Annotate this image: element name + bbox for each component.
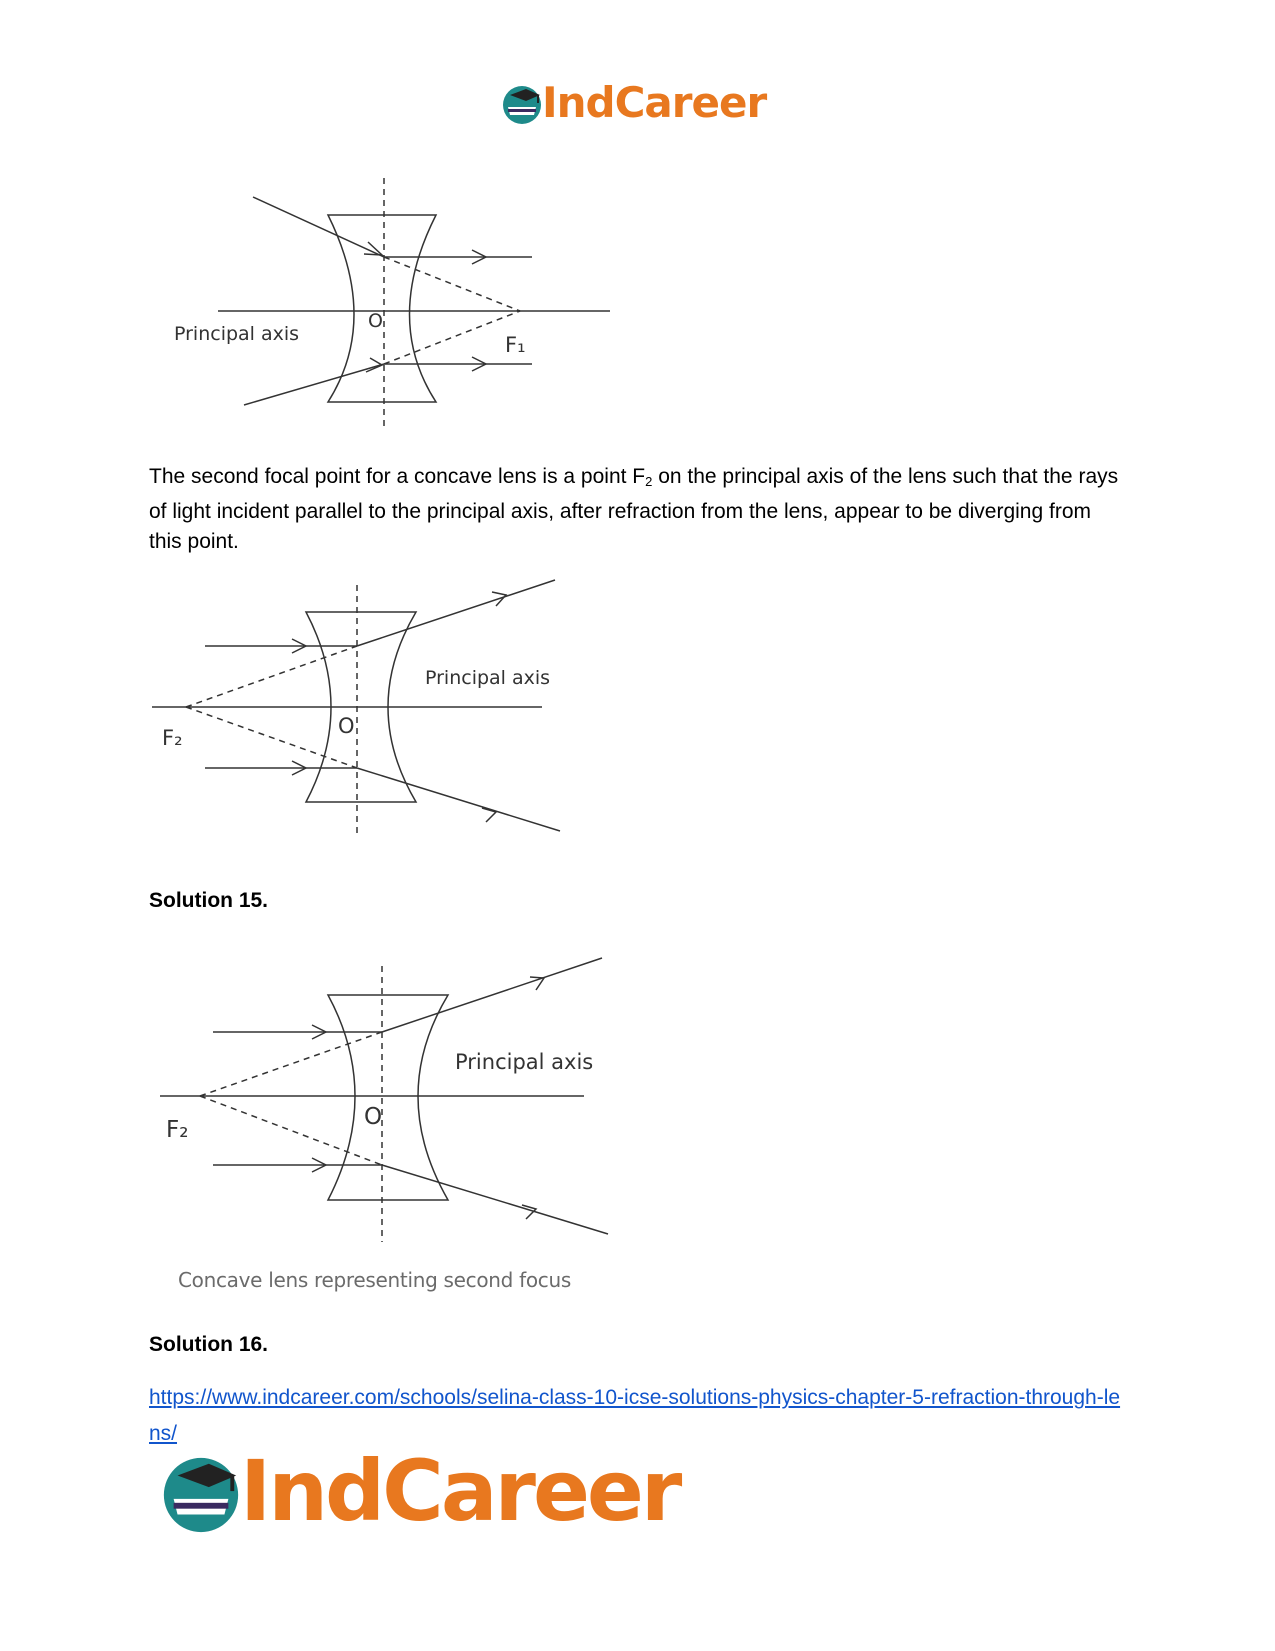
figure1-incident-ray-top: [253, 197, 384, 257]
figure2-refracted-ray-bottom: [357, 768, 560, 831]
paragraph-part2: on the principal axis of the lens such that the rays of light incident parallel to the principal axis, after refraction from the lens, appear to be diverging from this point.: [149, 465, 1119, 553]
figure2-diagram: [150, 575, 570, 845]
figure3-axis-label: Principal axis: [455, 1050, 594, 1074]
figure1-center-label: O: [368, 310, 383, 332]
figure1-diagram: [168, 170, 628, 430]
figure1-focus-label: F₁: [505, 333, 526, 357]
figure1-lens: [328, 215, 436, 402]
figure3-diagram: [150, 950, 610, 1250]
paragraph-part1: The second focal point for a concave lens is a point F: [149, 465, 646, 488]
figure3-focus-label: F₂: [166, 1117, 189, 1143]
footer-logo-text: IndCareer: [240, 1442, 680, 1540]
paragraph-subscript: 2: [645, 474, 653, 489]
figure1-incident-ray-bottom: [244, 364, 384, 405]
figure2-focus-label: F₂: [162, 726, 183, 750]
figure3-caption: Concave lens representing second focus: [178, 1268, 571, 1292]
solution-16-heading: Solution 16.: [149, 1333, 269, 1356]
figure3-lens: [328, 995, 448, 1200]
figure1-axis-label: Principal axis: [174, 323, 300, 345]
footer-logo: [158, 1442, 718, 1548]
header-logo-text: IndCareer: [542, 78, 767, 127]
second-focus-paragraph: [149, 462, 1129, 557]
figure3-center-label: O: [364, 1104, 383, 1130]
figure1-virtual-ray-top: [384, 257, 520, 311]
header-logo: [500, 80, 780, 130]
globe-graduate-icon: [158, 1452, 244, 1538]
solution-15-heading: Solution 15.: [149, 889, 269, 912]
figure3-arrow-4: [522, 1205, 536, 1219]
globe-graduate-icon: [500, 83, 544, 127]
solution-16-link[interactable]: https://www.indcareer.com/schools/selina-class-10-icse-solutions-physics-chapter-5-refraction-through-lens/: [149, 1386, 1121, 1445]
figure2-refracted-ray-top: [357, 580, 555, 646]
figure2-center-label: O: [338, 714, 355, 738]
figure1-virtual-ray-bottom: [384, 311, 520, 364]
figure2-axis-label: Principal axis: [425, 667, 551, 689]
